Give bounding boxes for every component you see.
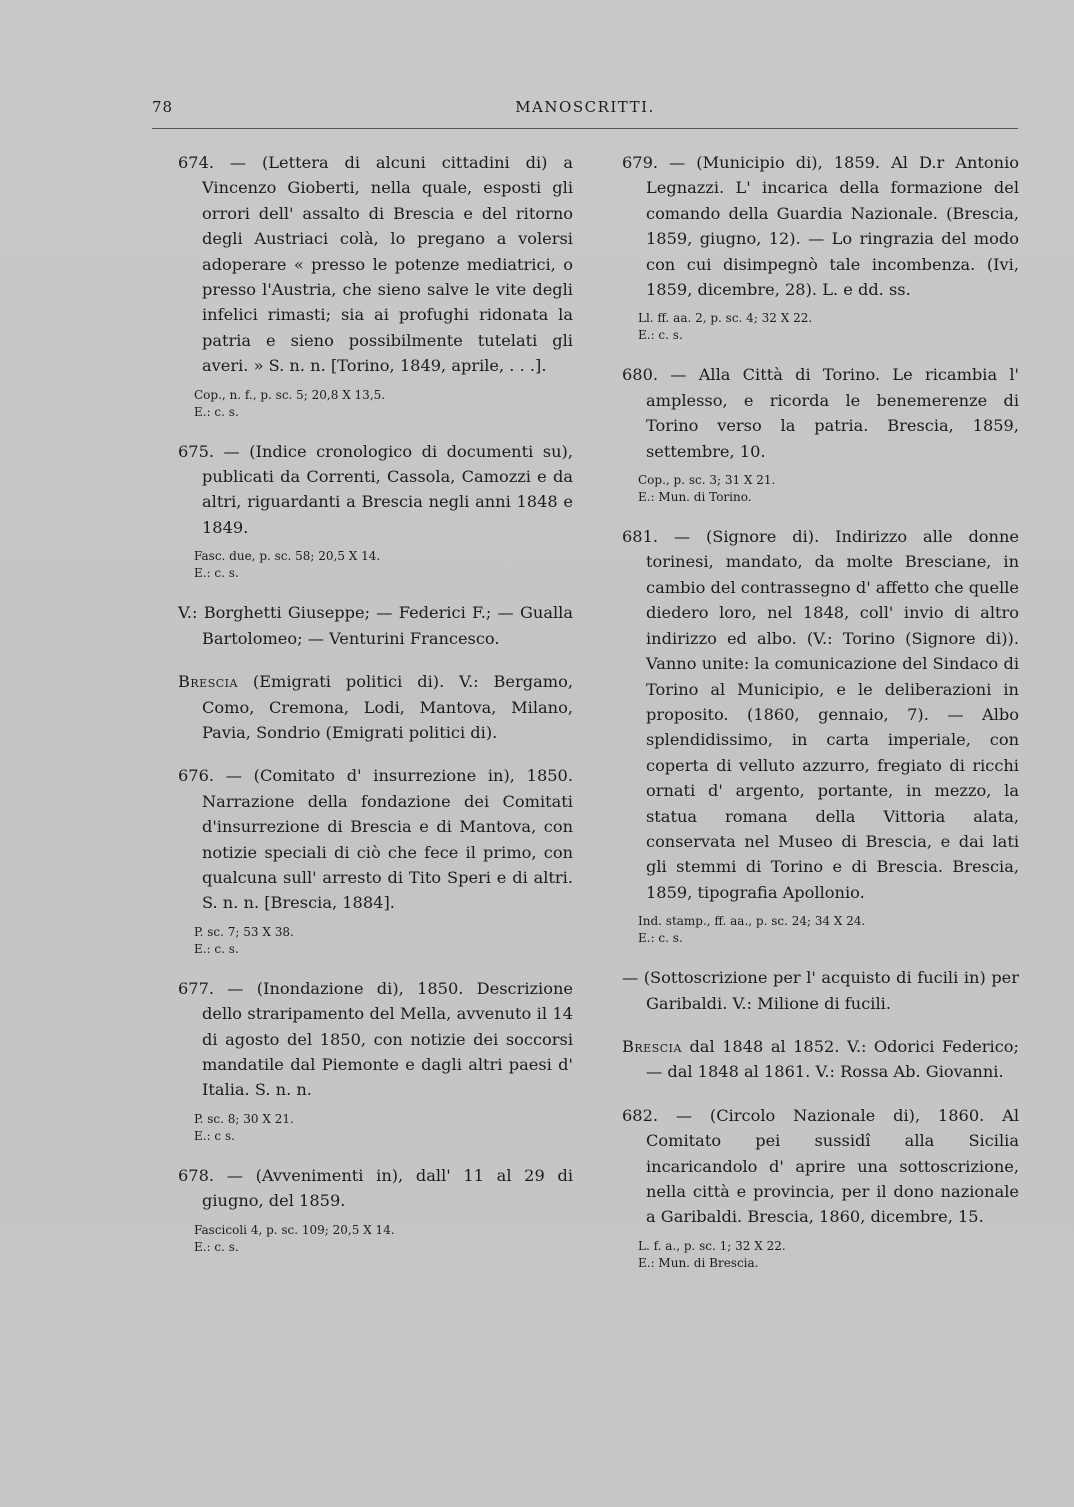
headword-rest: dal 1848 al 1852. V.: Odorici Federico; — dal 1848 al 1861. V.: Rossa Ab. Giovanni. [646, 1036, 1019, 1082]
brescia-dal-text [622, 1034, 1019, 1085]
entry-meta [178, 548, 573, 582]
meta-line: Ll. ff. aa. 2, p. sc. 4; 32 X 22. [638, 311, 813, 326]
meta-line: E.: c. s. [194, 941, 239, 956]
headword-rest: (Emigrati politici di). V.: Bergamo, Como, Cremona, Lodi, Mantova, Milano, Pavia, Sondrio (Emigrati politici di). [202, 672, 573, 742]
entry-678 [178, 1163, 573, 1256]
meta-line: E.: Mun. di Brescia. [638, 1255, 759, 1270]
brescia-dal-block [622, 1034, 1019, 1085]
left-column [178, 150, 573, 1274]
entry-meta [622, 913, 1019, 947]
meta-line: L. f. a., p. sc. 1; 32 X 22. [638, 1238, 786, 1253]
headword: Brescia [178, 672, 238, 692]
entry-text: 677. — (Inondazione di), 1850. Descrizione dello straripamento del Mella, avvenuto il 14 di agosto del 1850, con notizie dei soccorsi mandatile dal Piemonte e dagli altri paesi d' Italia. S. n. n. [178, 978, 573, 1100]
entry-text: 682. — (Circolo Nazionale di), 1860. Al Comitato pei sussidî alla Sicilia incaricandolo d' aprire una sottoscrizione, nella città e provincia, per il dono nazionale a Garibaldi. Brescia, 1860, dicembre, 15. [622, 1105, 1019, 1227]
meta-line: E.: c. s. [638, 931, 683, 946]
entry-text: 678. — (Avvenimenti in), dall' 11 al 29 di giugno, del 1859. [178, 1165, 573, 1211]
meta-line: Ind. stamp., ff. aa., p. sc. 24; 34 X 24. [638, 914, 866, 929]
meta-line: E.: Mun. di Torino. [638, 490, 752, 505]
entry-meta [622, 1238, 1019, 1272]
entry-text: 675. — (Indice cronologico di documenti su), publicati da Correnti, Cassola, Camozzi e da altri, riguardanti a Brescia negli anni 1848 e 1849. [178, 441, 573, 537]
brescia-emigrati-block [178, 669, 573, 745]
entry-meta [622, 310, 1019, 344]
entry-675 [178, 439, 573, 583]
meta-line: Fascicoli 4, p. sc. 109; 20,5 X 14. [194, 1222, 395, 1237]
entry-text: 681. — (Signore di). Indirizzo alle donne torinesi, mandato, da molte Bresciane, in cambio del contrassegno d' affetto che quelle diedero loro, nel 1848, coll' invio di altro indirizzo ed albo. (V.: Torino (Signore di)). Vanno unite: la comunicazione del Sindaco di Torino al Municipio, e le deliberazioni in proposito. (1860, gennaio, 7). — Albo splendidissimo, in carta imperiale, con coperta di velluto azzurro, fregiato di ricchi ornati d' argento, portante, in mezzo, la statua romana della Vittoria alata, conservata nel Museo di Brescia, e dai lati gli stemmi di Torino e di Brescia. Brescia, 1859, tipografia Apollonio. [622, 527, 1019, 902]
entry-679 [622, 150, 1019, 344]
entry-680 [622, 362, 1019, 506]
meta-line: P. sc. 7; 53 X 38. [194, 924, 294, 939]
see-also-text: V.: Borghetti Giuseppe; — Federici F.; — Gualla Bartolomeo; — Venturini Francesco. [178, 603, 573, 648]
entry-meta [178, 1111, 573, 1145]
meta-line: E.: c. s. [194, 566, 239, 581]
page-header [152, 98, 1018, 122]
entry-676 [178, 763, 573, 957]
running-title: MANOSCRITTI. [515, 98, 655, 116]
sottoscrizione-text: — (Sottoscrizione per l' acquisto di fucili in) per Garibaldi. V.: Milione di fucili. [622, 968, 1019, 1013]
meta-line: E.: c. s. [638, 328, 683, 343]
see-also-block [178, 600, 573, 651]
meta-line: P. sc. 8; 30 X 21. [194, 1111, 294, 1126]
entry-682 [622, 1103, 1019, 1272]
entry-681 [622, 524, 1019, 947]
entry-text: 676. — (Comitato d' insurrezione in), 1850. Narrazione della fondazione dei Comitati d'insurrezione di Brescia e di Mantova, con notizie speciali di ciò che fece il primo, con qualcuna sull' arresto di Tito Speri e di altri. S. n. n. [Brescia, 1884]. [178, 766, 573, 913]
meta-line: E.: c. s. [194, 1239, 239, 1254]
sottoscrizione-block [622, 965, 1019, 1016]
meta-line: Fasc. due, p. sc. 58; 20,5 X 14. [194, 549, 381, 564]
meta-line: Cop., n. f., p. sc. 5; 20,8 X 13,5. [194, 387, 386, 402]
meta-line: Cop., p. sc. 3; 31 X 21. [638, 473, 776, 488]
header-rule [152, 128, 1018, 129]
entry-meta [622, 472, 1019, 506]
entry-text: 674. — (Lettera di alcuni cittadini di) a Vincenzo Gioberti, nella quale, esposti gli orrori dell' assalto di Brescia e del ritorno degli Austriaci colà, lo pregano a volersi adoperare « presso le potenze mediatrici, o presso l'Austria, che sieno salve le vite degli infelici rimasti; sia ai profughi ridonata la patria e sieno possibilmente tutelati gli averi. » S. n. n. [Torino, 1849, aprile, . . .]. [178, 153, 573, 376]
brescia-emigrati-text [178, 669, 573, 745]
headword: Brescia [622, 1036, 682, 1056]
entry-meta [178, 1222, 573, 1256]
right-column [622, 150, 1019, 1290]
meta-line: E.: c s. [194, 1128, 235, 1143]
page-number: 78 [152, 98, 174, 116]
entry-text: 680. — Alla Città di Torino. Le ricambia l' amplesso, e ricorda le benemerenze di Torino verso la patria. Brescia, 1859, settembre, 10. [622, 365, 1019, 461]
entry-meta [178, 924, 573, 958]
entry-meta [178, 387, 573, 421]
entry-text: 679. — (Municipio di), 1859. Al D.r Antonio Legnazzi. L' incarica della formazione del comando della Guardia Nazionale. (Brescia, 1859, giugno, 12). — Lo ringrazia del modo con cui disimpegnò tale incombenza. (Ivi, 1859, dicembre, 28). L. e dd. ss. [622, 153, 1019, 300]
meta-line: E.: c. s. [194, 404, 239, 419]
entry-674 [178, 150, 573, 421]
entry-677 [178, 976, 573, 1145]
